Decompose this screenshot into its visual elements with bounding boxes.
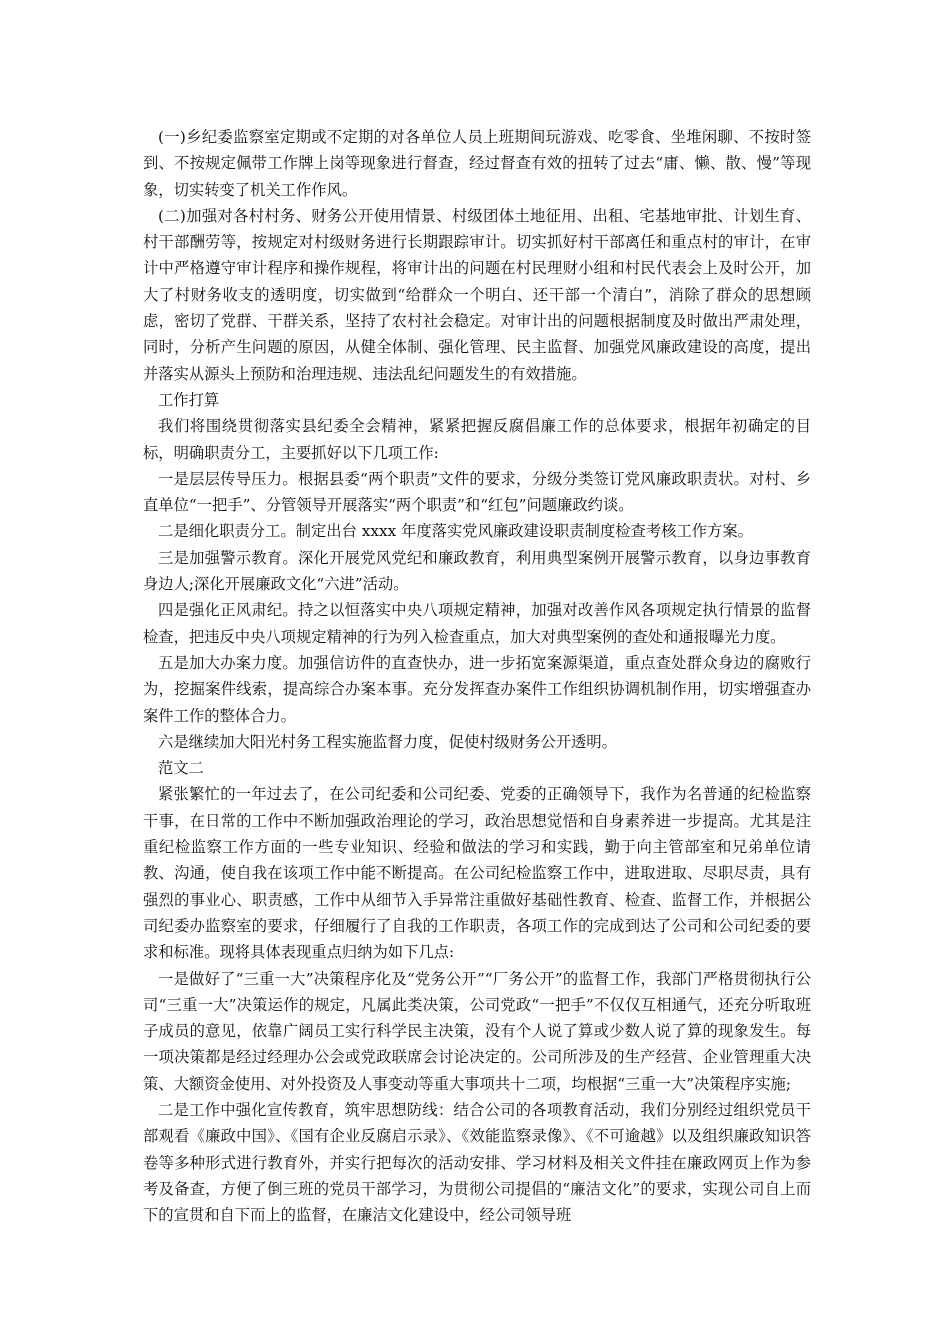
paragraph-plan-intro: 我们将围绕贯彻落实县纪委全会精神，紧紧把握反腐倡廉工作的总体要求，根据年初确定的目标，明确职责分工，主要抓好以下几项工作: bbox=[143, 417, 811, 462]
paragraph-supervision-discipline: (一)乡纪委监察室定期或不定期的对各单位人员上班期间玩游戏、吃零食、坐堆闲聊、不按时签到、不按规定佩带工作牌上岗等现象进行督查，经过督查有效的扭转了过去“庸、懒、散、慢”等现象，切实转变了机关工作作风。 bbox=[143, 128, 811, 199]
document-page bbox=[143, 124, 811, 1228]
paragraph-village-audit: (二)加强对各村村务、财务公开使用情景、村级团体土地征用、出租、宅基地审批、计划生育、村干部酬劳等，按规定对村级财务进行长期跟踪审计。切实抓好村干部离任和重点村的审计，在审计中严格遵守审计程序和操作规程，将审计出的问题在村民理财小组和村民代表会上及时公开，加大了村财务收支的透明度，切实做到“给群众一个明白、还干部一个清白”，消除了群众的思想顾虑，密切了党群、干群关系，坚持了农村社会稳定。对审计出的问题根据制度及时做出严肃处理，同时，分析产生问题的原因，从健全体制、强化管理、民主监督、加强党风廉政建设的高度，提出并落实从源头上预防和治理违规、违法乱纪问题发生的有效措施。 bbox=[143, 206, 811, 383]
section-heading-sample-two: 范文二 bbox=[158, 759, 204, 778]
paragraph-plan-item-3: 三是加强警示教育。深化开展党风党纪和廉政教育，利用典型案例开展警示教育，以身边事教育身边人;深化开展廉政文化“六进”活动。 bbox=[143, 548, 811, 594]
paragraph-sample-two-point-2: 二是工作中强化宣传教育，筑牢思想防线：结合公司的各项教育活动，我们分别经过组织党员干部观看《廉政中国》、《国有企业反腐启示录》、《效能监察录像》、《不可逾越》以及组织廉政知识答卷等多种形式进行教育外，并实行把每次的活动安排、学习材料及相关文件挂在廉政网页上作为参考及备查，方便了倒三班的党员干部学习，为贯彻公司提倡的“廉洁文化”的要求，实现公司自上而下的宣贯和自下而上的监督，在廉洁文化建设中，经公司领导班 bbox=[143, 1100, 811, 1225]
paragraph-plan-item-1: 一是层层传导压力。根据县委“两个职责”文件的要求，分级分类签订党风廉政职责状。对村、乡直单位“一把手”、分管领导开展落实“两个职责”和“红包”问题廉政约谈。 bbox=[143, 469, 811, 515]
paragraph-plan-item-2: 二是细化职责分工。制定出台 xxxx 年度落实党风廉政建设职责制度检查考核工作方案。 bbox=[158, 522, 753, 541]
paragraph-plan-item-6: 六是继续加大阳光村务工程实施监督力度，促使村级财务公开透明。 bbox=[158, 732, 617, 751]
paragraph-plan-item-4: 四是强化正风肃纪。持之以恒落实中央八项规定精神，加强对改善作风各项规定执行情景的监督检查，把违反中央八项规定精神的行为列入检查重点，加大对典型案例的查处和通报曝光力度。 bbox=[143, 601, 811, 646]
paragraph-sample-two-intro: 紧张繁忙的一年过去了，在公司纪委和公司纪委、党委的正确领导下，我作为名普通的纪检监察干事，在日常的工作中不断加强政治理论的学习，政治思想觉悟和自身素养进一步提高。尤其是注重纪检监察工作方面的一些专业知识、经验和做法的学习和实践，勤于向主管部室和兄弟单位请教、沟通，使自我在该项工作中能不断提高。在公司纪检监察工作中，进取进取、尽职尽责，具有强烈的事业心、职责感，工作中从细节入手异常注重做好基础性教育、检查、监督工作，并根据公司纪委办监察室的要求，仔细履行了自我的工作职责，各项工作的完成到达了公司和公司纪委的要求和标准。现将具体表现重点归纳为如下几点: bbox=[143, 785, 811, 962]
section-heading-work-plan: 工作打算 bbox=[158, 390, 220, 409]
paragraph-sample-two-point-1: 一是做好了“三重一大”决策程序化及“党务公开”“厂务公开”的监督工作，我部门严格贯彻执行公司“三重一大”决策运作的规定，凡属此类决策，公司党政“一把手”不仅仅互相通气，还充分听取班子成员的意见，依靠广阔员工实行科学民主决策，没有个人说了算或少数人说了算的现象发生。每一项决策都是经过经理办公会或党政联席会讨论决定的。公司所涉及的生产经营、企业管理重大决策、大额资金使用、对外投资及人事变动等重大事项共十二项，均根据“三重一大”决策程序实施; bbox=[143, 969, 811, 1093]
paragraph-plan-item-5: 五是加大办案力度。加强信访件的直查快办，进一步拓宽案源渠道，重点查处群众身边的腐败行为，挖掘案件线索，提高综合办案本事。充分发挥查办案件工作组织协调机制作用，切实增强查办案件工作的整体合力。 bbox=[143, 653, 811, 725]
